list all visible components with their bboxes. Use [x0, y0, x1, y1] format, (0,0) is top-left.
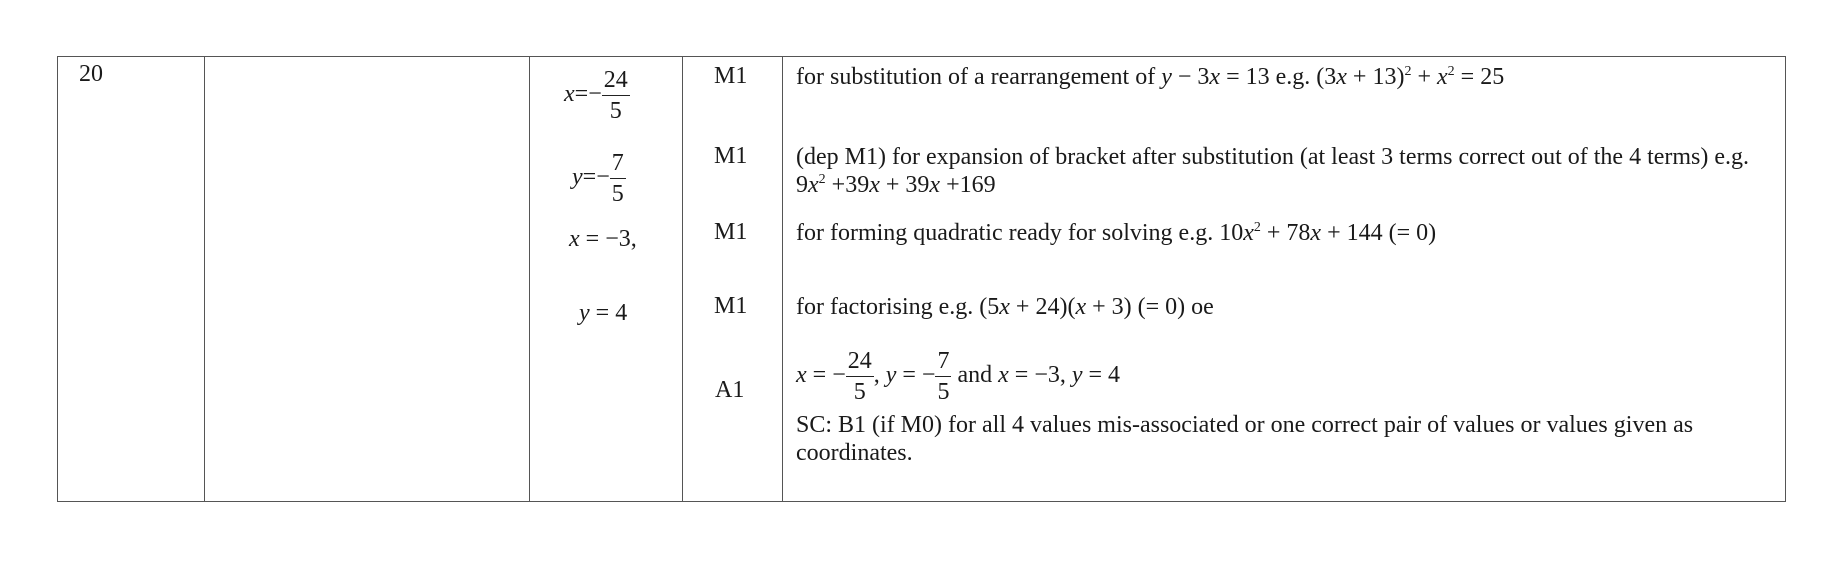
- mark-scheme-table: [57, 56, 1786, 502]
- column-divider: [529, 57, 530, 501]
- column-divider: [782, 57, 783, 501]
- mark-code: M1: [714, 293, 748, 319]
- mark-code: A1: [715, 377, 745, 403]
- column-divider: [682, 57, 683, 501]
- answer-y2: y = 4: [579, 300, 628, 326]
- mark-code: M1: [714, 143, 748, 169]
- special-case-line1: SC: B1 (if M0) for all 4 values mis-associated or one correct pair of values or values given as: [796, 412, 1694, 438]
- column-divider: [204, 57, 205, 501]
- question-number: 20: [79, 61, 103, 87]
- guidance-expansion-line2: $9x^2 +39x + 39x +169$: [796, 172, 996, 198]
- guidance-factorising: for factorising e.g. (5x + 24)(x + 3) (= 0) oe: [796, 294, 1214, 320]
- guidance-substitution: for substitution of a rearrangement of y − 3x = 13 e.g. $(3x + 13)^2 + x^2 = 25$: [796, 64, 1505, 90]
- special-case-line2: coordinates.: [796, 440, 913, 466]
- answer-y1: y=− $\frac{7}{5}$: [572, 150, 624, 207]
- mark-code: M1: [714, 219, 748, 245]
- guidance-quadratic: for forming quadratic ready for solving e.g. $10x^2 + 78x + 144$ (= 0): [796, 220, 1437, 246]
- answer-x1: x=− $\frac{24}{5}$: [564, 67, 628, 124]
- answer-x2: x = −3,: [569, 226, 637, 252]
- guidance-final-answer: x = − $\frac{24}{5}$ , y = − $\frac{7}{5}$ and x = −3, y = 4: [796, 348, 1121, 405]
- guidance-expansion-line1: (dep M1) for expansion of bracket after substitution (at least 3 terms correct out of the 4 terms) e.g.: [796, 144, 1750, 170]
- mark-code: M1: [714, 63, 748, 89]
